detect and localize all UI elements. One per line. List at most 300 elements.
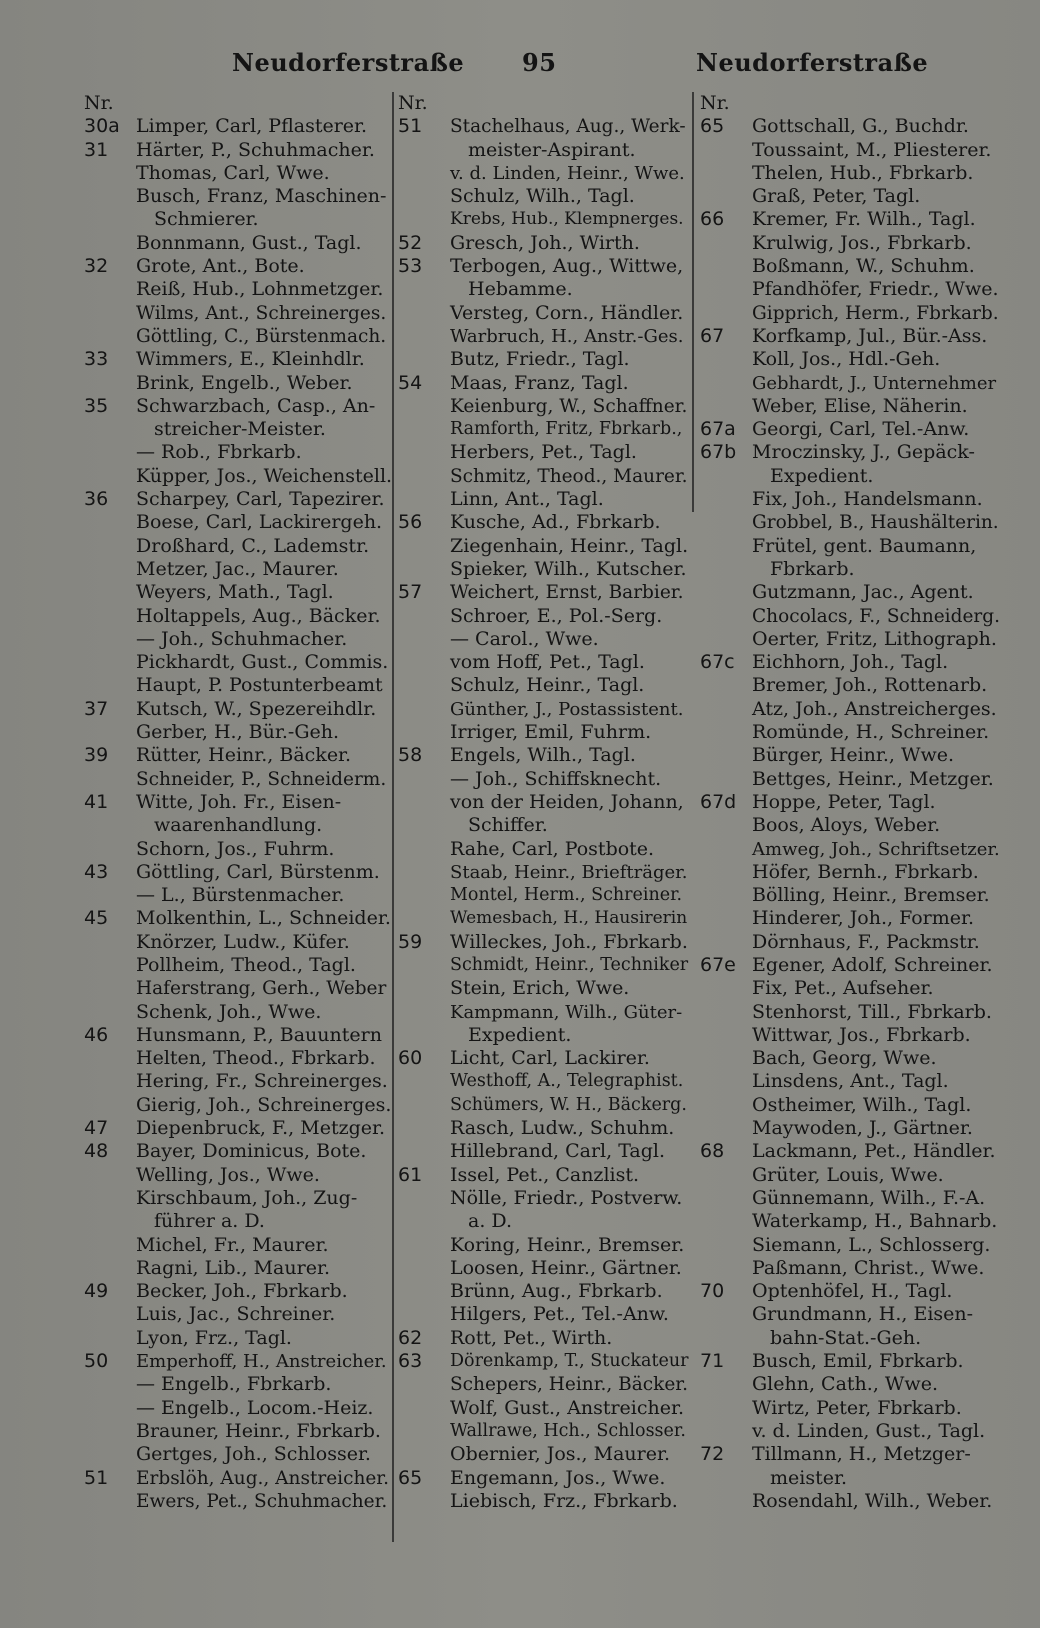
entry-text: Rasch, Ludw., Schuhm. (450, 1117, 675, 1140)
directory-entry-line (84, 185, 392, 208)
column-heading (84, 92, 392, 115)
directory-entry-line (84, 791, 392, 814)
directory-entry-line (700, 535, 1000, 558)
directory-entry-line (398, 441, 688, 464)
directory-entry-line (398, 1140, 688, 1163)
entry-text: Lyon, Frz., Tagl. (136, 1326, 292, 1349)
house-number: 31 (84, 138, 109, 161)
entry-text: Pfandhöfer, Friedr., Wwe. (752, 278, 999, 301)
directory-entry-line (84, 954, 392, 977)
entry-text: Schulz, Wilh., Tagl. (450, 185, 635, 208)
entry-text: Luis, Jac., Schreiner. (136, 1303, 336, 1326)
directory-entry-line (398, 838, 688, 861)
entry-text: Herbers, Pet., Tagl. (450, 441, 637, 464)
directory-entry-line (84, 838, 392, 861)
house-number: 54 (398, 371, 423, 394)
directory-entry-line (84, 441, 392, 464)
directory-entry-line (398, 1327, 688, 1350)
directory-entry-line (700, 744, 1000, 767)
entry-text: Küpper, Jos., Weichenstell. (136, 464, 393, 487)
directory-entry-line (700, 395, 1000, 418)
entry-text: Reiß, Hub., Lohnmetzger. (136, 278, 384, 301)
entry-text: Thomas, Carl, Wwe. (136, 161, 330, 184)
directory-entry-line (84, 465, 392, 488)
entry-text: Wimmers, E., Kleinhdlr. (136, 348, 365, 371)
entry-text: Hillebrand, Carl, Tagl. (450, 1140, 666, 1163)
entry-text: Irriger, Emil, Fuhrm. (450, 721, 652, 744)
directory-entry-line (700, 511, 1000, 534)
directory-entry-line (84, 977, 392, 1000)
directory-entry-line (84, 1234, 392, 1257)
directory-entry-line (84, 1350, 392, 1373)
directory-entry-line (84, 395, 392, 418)
house-number: 36 (84, 488, 109, 511)
directory-entry-line (700, 931, 1000, 954)
directory-entry-line (84, 115, 392, 138)
directory-entry-line (700, 1280, 1000, 1303)
entry-text: Egener, Adolf, Schreiner. (752, 953, 993, 976)
directory-entry-line (700, 628, 1000, 651)
directory-entry-line (398, 325, 688, 348)
entry-text: Molkenthin, L., Schneider. (136, 907, 391, 930)
directory-entry-line (84, 372, 392, 395)
entry-text: Holtappels, Aug., Bäcker. (136, 604, 381, 627)
house-number: 67c (700, 651, 735, 674)
house-number: 57 (398, 581, 423, 604)
directory-column-3 (700, 92, 1000, 1513)
house-number: 47 (84, 1117, 109, 1140)
directory-entry-line (398, 698, 688, 721)
directory-entry-line (84, 1257, 392, 1280)
entry-text: Maas, Franz, Tagl. (450, 371, 629, 394)
house-number: 65 (700, 115, 725, 138)
directory-entry-line (398, 954, 688, 977)
entry-text: meister-Aspirant. (468, 138, 636, 161)
house-number: 32 (84, 255, 109, 278)
entry-text: Spieker, Wilh., Kutscher. (450, 557, 687, 580)
entry-text: Gierig, Joh., Schreinerges. (136, 1093, 392, 1116)
entry-text: Emperhoff, H., Anstreicher. (136, 1351, 387, 1373)
house-number: 49 (84, 1280, 109, 1303)
entry-text: Dörenkamp, T., Stuckateur (450, 1351, 689, 1372)
directory-entry-line (398, 255, 688, 278)
entry-text: Wittwar, Jos., Fbrkarb. (752, 1023, 971, 1046)
directory-entry-line (398, 185, 688, 208)
directory-entry-line (700, 907, 1000, 930)
entry-text: Boese, Carl, Lackirergeh. (136, 511, 383, 534)
entry-text: Toussaint, M., Pliesterer. (752, 138, 992, 161)
directory-entry-line (84, 511, 392, 534)
entry-text: — Joh., Schiffsknecht. (450, 767, 662, 790)
entry-text: Warbruch, H., Anstr.-Ges. (450, 325, 684, 347)
house-number: 67 (700, 324, 725, 347)
entry-text: Busch, Franz, Maschinen- (136, 185, 387, 208)
entry-text: Koring, Heinr., Bremser. (450, 1233, 685, 1256)
entry-text: Hunsmann, P., Bauuntern (136, 1023, 382, 1046)
entry-text: Hering, Fr., Schreinerges. (136, 1070, 388, 1093)
directory-entry-line (398, 348, 688, 371)
directory-entry-line (398, 1280, 688, 1303)
entry-text: Helten, Theod., Fbrkarb. (136, 1047, 376, 1070)
entry-text: Nölle, Friedr., Postverw. (450, 1186, 683, 1209)
entry-text: Schmierer. (154, 208, 259, 231)
directory-entry-line (84, 1210, 392, 1233)
entry-text: Liebisch, Frz., Fbrkarb. (450, 1489, 678, 1512)
directory-entry-line (84, 1164, 392, 1187)
entry-text: Krulwig, Jos., Fbrkarb. (752, 231, 972, 254)
entry-text: Dörnhaus, F., Packmstr. (752, 930, 980, 953)
house-number: 71 (700, 1350, 725, 1373)
entry-text: Atz, Joh., Anstreicherges. (752, 697, 997, 720)
entry-text: Schiffer. (468, 814, 548, 837)
directory-entry-line (398, 418, 688, 441)
entry-text: Busch, Emil, Fbrkarb. (752, 1350, 964, 1373)
directory-entry-line (700, 674, 1000, 697)
entry-text: Welling, Jos., Wwe. (136, 1163, 320, 1186)
directory-entry-line (700, 325, 1000, 348)
entry-text: Hebamme. (468, 278, 573, 301)
entry-text: Bölling, Heinr., Bremser. (752, 884, 990, 907)
entry-text: Härter, P., Schuhmacher. (136, 138, 375, 161)
entry-text: Loosen, Heinr., Gärtner. (450, 1256, 682, 1279)
directory-entry-line (398, 1397, 688, 1420)
entry-text: Ramforth, Fritz, Fbrkarb., (450, 419, 683, 440)
entry-text: — L., Bürstenmacher. (136, 884, 345, 907)
directory-entry-line (398, 884, 688, 907)
directory-entry-line (700, 1303, 1000, 1326)
directory-entry-line (398, 1303, 688, 1326)
entry-text: Wilms, Ant., Schreinerges. (136, 302, 387, 324)
directory-entry-line (700, 185, 1000, 208)
entry-text: Günnemann, Wilh., F.-A. (752, 1186, 986, 1209)
entry-text: Gipprich, Herm., Fbrkarb. (752, 302, 999, 324)
house-number: 52 (398, 231, 423, 254)
column-divider (392, 92, 394, 1542)
directory-entry-line (398, 1443, 688, 1466)
house-number: 70 (700, 1280, 725, 1303)
directory-entry-line (700, 1164, 1000, 1187)
directory-entry-line (84, 1001, 392, 1024)
directory-entry-line (84, 1420, 392, 1443)
directory-entry-line (398, 1187, 688, 1210)
directory-entry-line (700, 441, 1000, 464)
entry-text: Engels, Wilh., Tagl. (450, 744, 636, 767)
entry-text: Grundmann, H., Eisen- (752, 1303, 974, 1326)
entry-text: — Joh., Schuhmacher. (136, 627, 348, 650)
directory-entry-line (700, 278, 1000, 301)
entry-text: Ziegenhain, Heinr., Tagl. (450, 534, 689, 557)
entry-text: Weichert, Ernst, Barbier. (450, 582, 684, 604)
entry-text: waarenhandlung. (154, 814, 323, 837)
entry-text: Hilgers, Pet., Tel.-Anw. (450, 1303, 669, 1326)
directory-entry-line (84, 162, 392, 185)
entry-text: Expedient. (770, 464, 874, 487)
house-number: 61 (398, 1163, 423, 1186)
directory-entry-line (84, 651, 392, 674)
entry-text: Bayer, Dominicus, Bote. (136, 1140, 367, 1163)
directory-entry-line (398, 1350, 688, 1373)
directory-entry-line (700, 1467, 1000, 1490)
entry-text: Göttling, C., Bürstenmach. (136, 325, 387, 347)
directory-entry-line (398, 1490, 688, 1513)
house-number: 56 (398, 511, 423, 534)
house-number: 59 (398, 930, 423, 953)
directory-entry-line (84, 1070, 392, 1093)
directory-entry-line (84, 278, 392, 301)
house-number: 67d (700, 790, 737, 813)
directory-entry-line (700, 1373, 1000, 1396)
entry-text: — Carol., Wwe. (450, 627, 599, 650)
directory-entry-line (398, 372, 688, 395)
directory-entry-line (700, 605, 1000, 628)
house-number: 35 (84, 394, 109, 417)
directory-entry-line (84, 302, 392, 325)
directory-entry-line (700, 139, 1000, 162)
directory-entry-line (700, 1070, 1000, 1093)
entry-text: Koll, Jos., Hdl.-Geh. (752, 348, 941, 371)
entry-text: Schenk, Joh., Wwe. (136, 1000, 322, 1023)
entry-text: Wolf, Gust., Anstreicher. (450, 1396, 685, 1419)
directory-entry-line (700, 162, 1000, 185)
entry-text: Bach, Georg, Wwe. (752, 1047, 937, 1070)
directory-entry-line (700, 884, 1000, 907)
entry-text: Kampmann, Wilh., Güter- (450, 1001, 683, 1023)
entry-text: Rosendahl, Wilh., Weber. (752, 1489, 993, 1512)
directory-entry-line (398, 674, 688, 697)
entry-text: Kusche, Ad., Fbrkarb. (450, 511, 661, 534)
entry-text: Grobbel, B., Haushälterin. (752, 512, 999, 534)
directory-entry-line (398, 744, 688, 767)
house-number: 67b (700, 441, 737, 464)
directory-entry-line (84, 535, 392, 558)
entry-text: Schneider, P., Schneiderm. (136, 768, 387, 790)
directory-entry-line (700, 791, 1000, 814)
directory-entry-line (398, 1070, 688, 1093)
directory-entry-line (398, 395, 688, 418)
entry-text: Expedient. (468, 1023, 572, 1046)
directory-entry-line (84, 1047, 392, 1070)
entry-text: — Engelb., Locom.-Heiz. (136, 1396, 374, 1419)
entry-text: Erbslöh, Aug., Anstreicher. (136, 1467, 390, 1489)
directory-entry-line (398, 581, 688, 604)
entry-text: Optenhöfel, H., Tagl. (752, 1280, 953, 1303)
directory-entry-line (398, 1164, 688, 1187)
directory-entry-line (84, 1327, 392, 1350)
directory-entry-line (84, 931, 392, 954)
directory-entry-line (398, 465, 688, 488)
directory-entry-line (700, 1210, 1000, 1233)
entry-text: Lackmann, Pet., Händler. (752, 1140, 996, 1163)
entry-text: Willeckes, Joh., Fbrkarb. (450, 930, 688, 953)
entry-text: Diepenbruck, F., Metzger. (136, 1117, 386, 1140)
directory-entry-line (700, 977, 1000, 1000)
entry-text: Pickhardt, Gust., Commis. (136, 651, 389, 674)
directory-entry-line (700, 1350, 1000, 1373)
directory-entry-line (84, 139, 392, 162)
entry-text: Mroczinsky, J., Gepäck- (752, 441, 975, 464)
entry-text: Schwarzbach, Casp., An- (136, 394, 376, 417)
entry-text: Schmitz, Theod., Maurer. (450, 465, 688, 487)
house-number: 48 (84, 1140, 109, 1163)
directory-entry-line (84, 255, 392, 278)
house-number: 66 (700, 208, 725, 231)
entry-text: Bremer, Joh., Rottenarb. (752, 674, 988, 697)
directory-entry-line (84, 814, 392, 837)
directory-entry-line (84, 232, 392, 255)
directory-column-1 (84, 92, 392, 1513)
directory-entry-line (398, 1117, 688, 1140)
entry-text: Kremer, Fr. Wilh., Tagl. (752, 208, 976, 231)
directory-entry-line (700, 1397, 1000, 1420)
entry-text: Gutzmann, Jac., Agent. (752, 581, 974, 604)
directory-entry-line (398, 721, 688, 744)
entry-text: Pollheim, Theod., Tagl. (136, 953, 356, 976)
directory-entry-line (398, 628, 688, 651)
directory-entry-line (84, 1024, 392, 1047)
entry-text: Schmidt, Heinr., Techniker (450, 954, 689, 975)
house-number: 41 (84, 790, 109, 813)
directory-entry-line (84, 1187, 392, 1210)
entry-text: Licht, Carl, Lackirer. (450, 1047, 650, 1070)
directory-entry-line (700, 1047, 1000, 1070)
entry-text: Gresch, Joh., Wirth. (450, 231, 640, 254)
directory-entry-line (398, 861, 688, 884)
directory-entry-line (700, 861, 1000, 884)
directory-entry-line (700, 232, 1000, 255)
directory-entry-line (84, 558, 392, 581)
entry-text: Schorn, Jos., Fuhrm. (136, 837, 335, 860)
house-number: 51 (398, 115, 423, 138)
entry-text: Schulz, Heinr., Tagl. (450, 674, 645, 697)
entry-text: Glehn, Cath., Wwe. (752, 1373, 938, 1396)
column-heading (398, 92, 688, 115)
entry-text: Nr. (700, 92, 730, 114)
entry-text: Ewers, Pet., Schuhmacher. (136, 1490, 388, 1512)
directory-entry-line (700, 581, 1000, 604)
directory-entry-line (84, 605, 392, 628)
column-heading (700, 92, 1000, 115)
directory-entry-line (398, 791, 688, 814)
directory-entry-line (84, 768, 392, 791)
entry-text: streicher-Meister. (154, 418, 326, 441)
entry-text: führer a. D. (154, 1210, 265, 1233)
directory-entry-line (84, 348, 392, 371)
directory-entry-line (398, 768, 688, 791)
house-number: 65 (398, 1466, 423, 1489)
entry-text: a. D. (468, 1210, 513, 1233)
entry-text: Obernier, Jos., Maurer. (450, 1443, 671, 1466)
entry-text: Engemann, Jos., Wwe. (450, 1466, 666, 1489)
directory-entry-line (398, 115, 688, 138)
house-number: 45 (84, 907, 109, 930)
directory-entry-line (84, 1140, 392, 1163)
directory-entry-line (700, 1024, 1000, 1047)
house-number: 67a (700, 418, 736, 441)
directory-entry-line (398, 488, 688, 511)
entry-text: Gebhardt, J., Unternehmer (752, 372, 997, 394)
directory-entry-line (84, 698, 392, 721)
directory-entry-line (700, 1257, 1000, 1280)
directory-entry-line (84, 1373, 392, 1396)
entry-text: Keienburg, W., Schaffner. (450, 395, 688, 417)
entry-text: Ostheimer, Wilh., Tagl. (752, 1093, 972, 1116)
directory-entry-line (700, 814, 1000, 837)
directory-entry-line (84, 581, 392, 604)
entry-text: Linn, Ant., Tagl. (450, 488, 604, 511)
directory-entry-line (700, 558, 1000, 581)
directory-entry-line (84, 861, 392, 884)
entry-text: Höfer, Bernh., Fbrkarb. (752, 860, 979, 883)
entry-text: Gottschall, G., Buchdr. (752, 115, 969, 138)
directory-entry-line (398, 907, 688, 930)
entry-text: Schroer, E., Pol.-Serg. (450, 604, 663, 627)
directory-entry-line (700, 115, 1000, 138)
house-number: 68 (700, 1140, 725, 1163)
directory-entry-line (398, 278, 688, 301)
entry-text: Becker, Joh., Fbrkarb. (136, 1280, 348, 1303)
directory-entry-line (700, 1187, 1000, 1210)
entry-text: Romünde, H., Schreiner. (752, 721, 990, 744)
entry-text: Westhoff, A., Telegraphist. (450, 1071, 684, 1092)
entry-text: Hinderer, Joh., Former. (752, 907, 975, 930)
entry-text: Boos, Aloys, Weber. (752, 814, 941, 837)
house-number: 58 (398, 744, 423, 767)
directory-entry-line (700, 1234, 1000, 1257)
directory-entry-line (84, 325, 392, 348)
directory-entry-line (84, 744, 392, 767)
directory-entry-line (84, 884, 392, 907)
entry-text: Rahe, Carl, Postbote. (450, 837, 655, 860)
entry-text: Wemesbach, H., Hausirerin (450, 908, 688, 929)
entry-text: Scharpey, Carl, Tapezirer. (136, 488, 385, 511)
directory-entry-line (398, 1373, 688, 1396)
entry-text: Hoppe, Peter, Tagl. (752, 790, 936, 813)
directory-entry-line (700, 372, 1000, 395)
entry-text: Limper, Carl, Pflasterer. (136, 115, 368, 138)
entry-text: — Engelb., Fbrkarb. (136, 1373, 332, 1396)
house-number: 46 (84, 1023, 109, 1046)
entry-text: Paßmann, Christ., Wwe. (752, 1256, 985, 1279)
entry-text: Bürger, Heinr., Wwe. (752, 744, 955, 767)
entry-text: Stachelhaus, Aug., Werk- (450, 116, 686, 138)
directory-entry-line (700, 418, 1000, 441)
directory-entry-line (84, 208, 392, 231)
entry-text: Rütter, Heinr., Bäcker. (136, 744, 352, 767)
page-number: 95 (522, 48, 557, 77)
entry-text: Gerber, H., Bür.-Geh. (136, 721, 340, 744)
directory-entry-line (700, 465, 1000, 488)
house-number: 39 (84, 744, 109, 767)
entry-text: Knörzer, Ludw., Küfer. (136, 930, 350, 953)
house-number: 60 (398, 1047, 423, 1070)
entry-text: Amweg, Joh., Schriftsetzer. (752, 838, 1000, 860)
directory-entry-line (84, 1467, 392, 1490)
entry-text: Tillmann, H., Metzger- (752, 1443, 971, 1466)
directory-entry-line (398, 558, 688, 581)
entry-text: Droßhard, C., Lademstr. (136, 534, 370, 557)
entry-text: Ragni, Lib., Maurer. (136, 1256, 330, 1279)
directory-entry-line (84, 628, 392, 651)
directory-entry-line (398, 208, 688, 231)
directory-entry-line (700, 255, 1000, 278)
entry-text: v. d. Linden, Heinr., Wwe. (450, 162, 685, 184)
house-number: 53 (398, 255, 423, 278)
house-number: 63 (398, 1350, 423, 1373)
entry-text: Haferstrang, Gerh., Weber (136, 978, 387, 1000)
directory-entry-line (84, 907, 392, 930)
directory-entry-line (398, 511, 688, 534)
entry-text: Göttling, Carl, Bürstenm. (136, 860, 380, 883)
